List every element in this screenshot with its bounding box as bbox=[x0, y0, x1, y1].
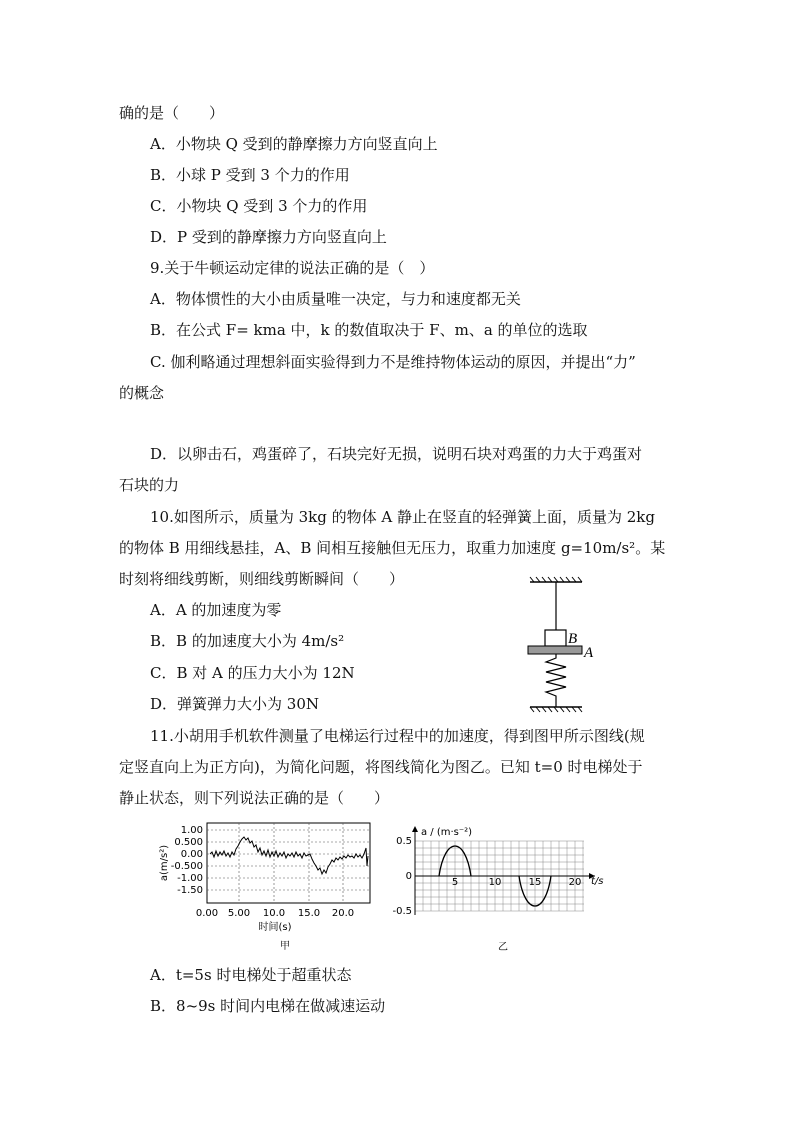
question-11: 11.小胡用手机软件测量了电梯运行过程中的加速度，得到图甲所示图线(规 bbox=[150, 727, 645, 745]
label-a: A bbox=[584, 645, 594, 661]
xlabel-jia: 时间(s) bbox=[258, 922, 292, 933]
text-line: 确的是（ ） bbox=[119, 104, 225, 122]
option-a: A．小物块 Q 受到的静摩擦力方向竖直向上 bbox=[150, 135, 438, 153]
block-b bbox=[545, 630, 566, 646]
ytick-jia: 1.00 bbox=[180, 825, 203, 836]
caption-jia: 甲 bbox=[280, 941, 290, 952]
xtick-yi: 5 bbox=[451, 877, 459, 888]
ytick-jia: -0.500 bbox=[170, 861, 203, 872]
xlabel-yi: t/s bbox=[591, 876, 604, 887]
option-b: B．B 的加速度大小为 4m/s² bbox=[150, 632, 345, 650]
option-d: D．弹簧弹力大小为 30N bbox=[150, 695, 320, 713]
xtick-jia: 20.0 bbox=[331, 908, 355, 919]
ytick-jia: 0.500 bbox=[174, 837, 203, 848]
question-10: 10.如图所示，质量为 3kg 的物体 A 静止在竖直的轻弹簧上面，质量为 2kg bbox=[150, 508, 656, 526]
question-11-cont: 定竖直向上为正方向)，为简化问题，将图线简化为图乙。已知 t=0 时电梯处于 bbox=[119, 758, 643, 776]
question-10-cont: 时刻将细线剪断，则细线剪断瞬间（ ） bbox=[119, 570, 405, 588]
xtick-yi: 10 bbox=[488, 877, 502, 888]
question-11-cont: 静止状态，则下列说法正确的是（ ） bbox=[119, 789, 390, 807]
ylabel-yi: a / (m·s⁻²) bbox=[421, 827, 473, 838]
xtick-yi: 15 bbox=[528, 877, 542, 888]
caption-yi: 乙 bbox=[498, 942, 508, 953]
ytick-yi: 0.5 bbox=[396, 836, 412, 847]
xtick-jia: 15.0 bbox=[297, 908, 321, 919]
figure-yi bbox=[385, 820, 605, 958]
ytick-jia: 0.00 bbox=[180, 849, 203, 860]
ytick-yi: -0.5 bbox=[392, 906, 412, 917]
option-a: A．物体惯性的大小由质量唯一决定，与力和速度都无关 bbox=[150, 290, 521, 308]
option-b: B．8~9s 时间内电梯在做减速运动 bbox=[150, 997, 386, 1015]
option-c: C．小物块 Q 受到 3 个力的作用 bbox=[150, 197, 368, 215]
question-9: 9.关于牛顿运动定律的说法正确的是（ ） bbox=[150, 259, 435, 277]
option-a: A．t=5s 时电梯处于超重状态 bbox=[150, 966, 352, 984]
ytick-jia: -1.50 bbox=[177, 885, 203, 896]
option-d: D．P 受到的静摩擦力方向竖直向上 bbox=[150, 228, 387, 246]
option-b: B．在公式 F= kma 中，k 的数值取决于 F、m、a 的单位的选取 bbox=[150, 321, 588, 339]
option-c: C．B 对 A 的压力大小为 12N bbox=[150, 664, 355, 682]
option-c-cont: 的概念 bbox=[119, 384, 165, 402]
option-c: C. 伽利略通过理想斜面实验得到力不是维持物体运动的原因，并提出“力” bbox=[150, 353, 636, 371]
ytick-yi: 0 bbox=[405, 871, 412, 882]
ylabel-jia: a(m/s²) bbox=[159, 844, 170, 882]
option-d: D．以卵击石，鸡蛋碎了，石块完好无损，说明石块对鸡蛋的力大于鸡蛋对 bbox=[150, 445, 643, 463]
option-b: B．小球 P 受到 3 个力的作用 bbox=[150, 166, 350, 184]
option-a: A．A 的加速度为零 bbox=[150, 601, 282, 619]
xtick-jia: 0.00 bbox=[195, 908, 219, 919]
spring-blocks-figure bbox=[520, 576, 610, 718]
option-d-cont: 石块的力 bbox=[119, 476, 180, 494]
xtick-jia: 10.0 bbox=[262, 908, 286, 919]
question-10-cont: 的物体 B 用细线悬挂，A、B 间相互接触但无压力，取重力加速度 g=10m/s²。某 bbox=[119, 539, 666, 557]
block-a bbox=[528, 646, 582, 654]
xtick-yi: 20 bbox=[568, 877, 582, 888]
spring bbox=[546, 654, 566, 707]
xtick-jia: 5.00 bbox=[227, 908, 251, 919]
figure-jia bbox=[155, 818, 380, 958]
label-b: B bbox=[568, 631, 578, 647]
ytick-jia: -1.00 bbox=[177, 873, 203, 884]
